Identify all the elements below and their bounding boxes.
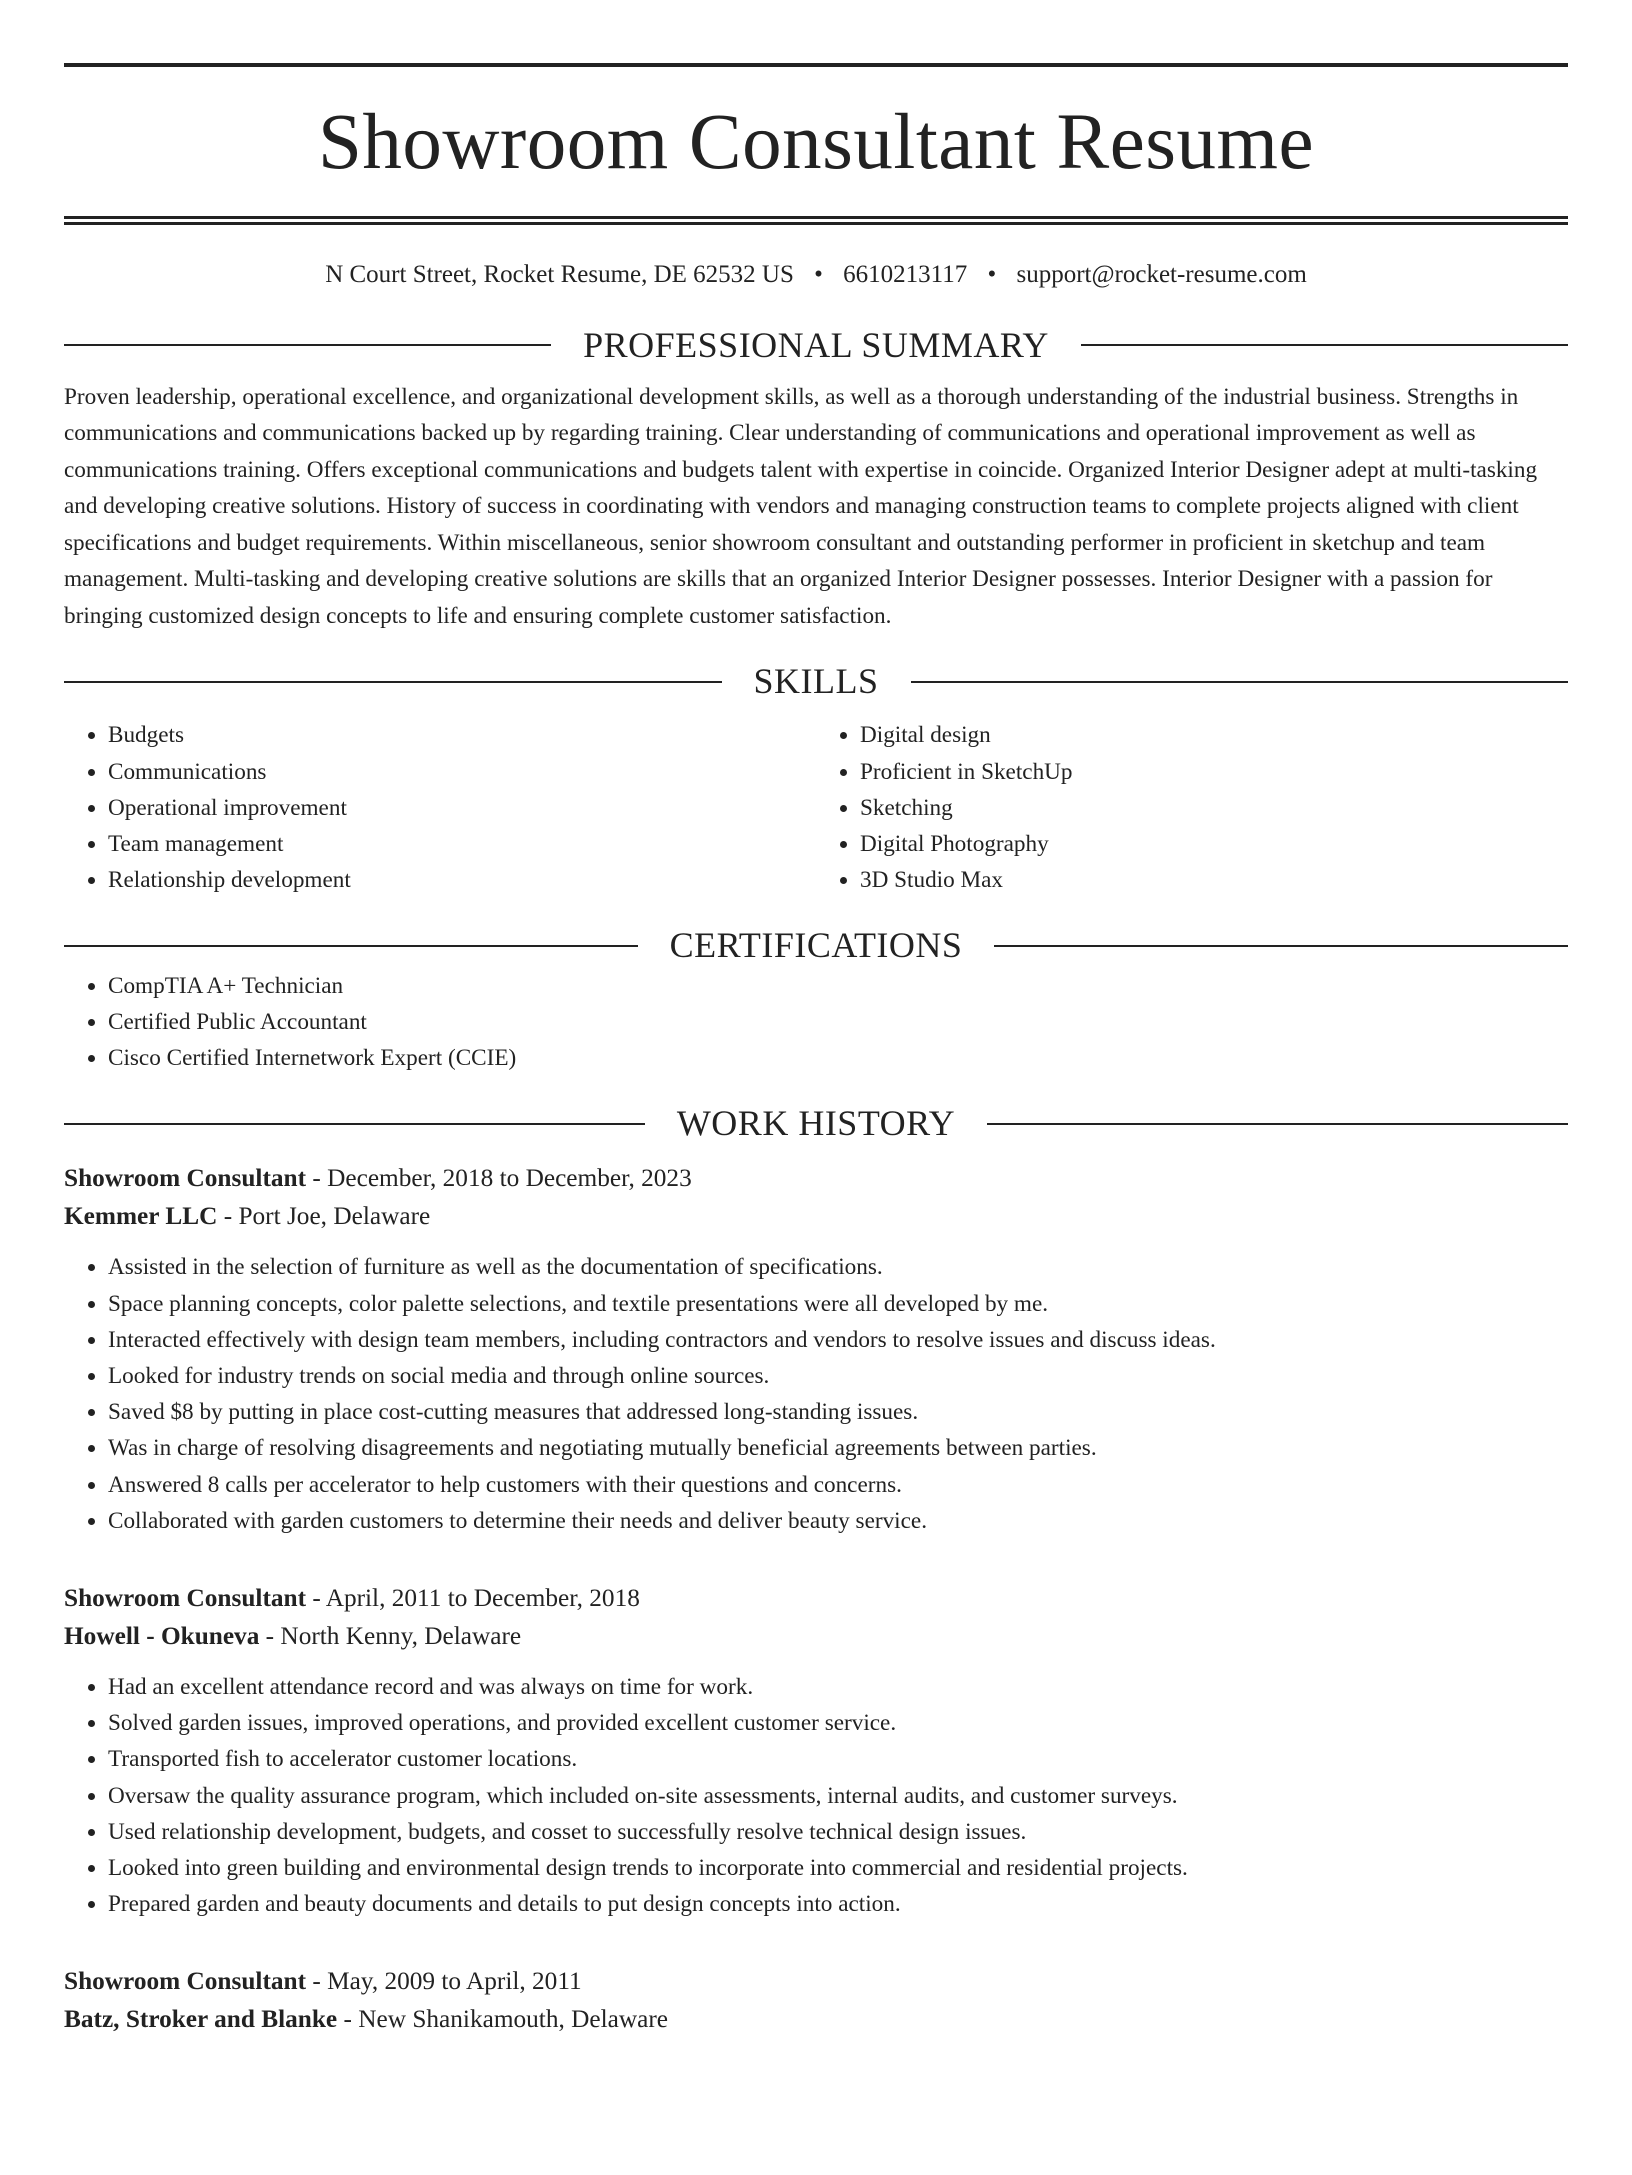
job-location: - North Kenny, Delaware: [259, 1622, 522, 1650]
job-company-line: [64, 2000, 1568, 2038]
contact-separator: •: [987, 261, 997, 288]
section-title: SKILLS: [753, 661, 879, 702]
job-entry: [64, 1579, 1568, 1922]
skill-item: • Digital design: [860, 717, 1568, 753]
summary-section-heading: [64, 324, 1568, 367]
job-entry: [64, 1159, 1568, 1539]
job-duty-item: • Transported fish to accelerator customer locations.: [108, 1741, 1568, 1777]
section-title: PROFESSIONAL SUMMARY: [583, 324, 1049, 365]
top-rule: [64, 63, 1568, 67]
job-duty-item: • Space planning concepts, color palette selections, and textile presentations were all developed by me.: [108, 1286, 1568, 1322]
skill-item: • Relationship development: [108, 862, 816, 898]
certification-item: • Cisco Certified Internetwork Expert (CCIE): [108, 1040, 1568, 1076]
job-company: Howell - Okuneva: [64, 1622, 260, 1650]
section-title: CERTIFICATIONS: [669, 925, 963, 966]
divider: [994, 945, 1568, 947]
job-entry: [64, 1962, 1568, 2038]
skill-item: • Budgets: [108, 717, 816, 753]
job-duty-item: • Saved $8 by putting in place cost-cutting measures that addressed long-standing issues.: [108, 1394, 1568, 1430]
job-duty-item: • Prepared garden and beauty documents and details to put design concepts into action.: [108, 1886, 1568, 1922]
divider: [1081, 344, 1568, 346]
job-duty-item: • Was in charge of resolving disagreements and negotiating mutually beneficial agreements between parties.: [108, 1430, 1568, 1466]
job-duties-list: [64, 1669, 1568, 1922]
job-duties-list: [64, 1249, 1568, 1539]
job-duty-item: • Solved garden issues, improved operations, and provided excellent customer service.: [108, 1705, 1568, 1741]
skill-item: • Sketching: [860, 790, 1568, 826]
certification-item: • Certified Public Accountant: [108, 1004, 1568, 1040]
job-title: Showroom Consultant: [64, 1584, 307, 1612]
job-location: - New Shanikamouth, Delaware: [337, 2005, 669, 2034]
divider: [987, 1123, 1568, 1125]
skill-item: • Team management: [108, 826, 816, 862]
job-title: Showroom Consultant: [64, 1164, 307, 1193]
skills-column-right: [816, 717, 1568, 898]
job-duty-item: • Looked into green building and environmental design trends to incorporate into commercial and residential projects.: [108, 1850, 1568, 1886]
contact-separator: •: [814, 261, 823, 288]
skill-item: • Digital Photography: [860, 826, 1568, 862]
job-title: Showroom Consultant: [64, 1967, 307, 1996]
job-title-line: [64, 1579, 1568, 1617]
divider: [64, 945, 638, 947]
skills-list: [64, 717, 1568, 898]
job-duty-item: • Answered 8 calls per accelerator to help customers with their questions and concerns.: [108, 1467, 1568, 1503]
divider: [64, 681, 722, 683]
skill-item: • Communications: [108, 754, 816, 790]
section-title: WORK HISTORY: [676, 1103, 956, 1144]
title-double-rule: [64, 216, 1568, 225]
skill-item: • 3D Studio Max: [860, 862, 1568, 898]
certifications-list: [64, 968, 1568, 1077]
certifications-section-heading: [64, 924, 1568, 967]
job-duty-item: • Oversaw the quality assurance program, which included on-site assessments, internal audits, and customer surveys.: [108, 1778, 1568, 1814]
job-dates: - April, 2011 to December, 2018: [306, 1584, 640, 1612]
divider: [64, 344, 551, 346]
resume-page: [0, 63, 1632, 2175]
job-dates: - December, 2018 to December, 2023: [306, 1164, 692, 1193]
resume-title: Showroom Consultant Resume: [317, 99, 1315, 186]
contact-email: support@rocket-resume.com: [1016, 261, 1307, 288]
skill-item: • Operational improvement: [108, 790, 816, 826]
contact-line: [64, 259, 1568, 292]
summary-paragraph: Proven leadership, operational excellence, and organizational development skills, as well as a thorough understanding of the industrial business. Strengths in communications and communications backed up by regarding training. Clear understanding of communications and operational improvement as well as communications training. Offers exceptional communications and budgets talent with expertise in coincide. Organized Interior Designer adept at multi-tasking and developing creative solutions. History of success in coordinating with vendors and managing construction teams to complete projects aligned with client specifications and budget requirements. Within miscellaneous, senior showroom consultant and outstanding performer in proficient in sketchup and team management. Multi-tasking and developing creative solutions are skills that an organized Interior Designer possesses. Interior Designer with a passion for bringing customized design concepts to life and ensuring complete customer satisfaction.: [64, 383, 1538, 629]
job-duty-item: • Collaborated with garden customers to determine their needs and deliver beauty service.: [108, 1503, 1568, 1539]
job-location: - Port Joe, Delaware: [217, 1202, 431, 1231]
job-duty-item: • Looked for industry trends on social media and through online sources.: [108, 1358, 1568, 1394]
skill-item: • Proficient in SketchUp: [860, 754, 1568, 790]
divider: [911, 681, 1569, 683]
work-history-list: [64, 1159, 1568, 2038]
work-section-heading: [64, 1102, 1568, 1145]
divider: [64, 1123, 645, 1125]
job-duty-item: • Interacted effectively with design team members, including contractors and vendors to resolve issues and discuss ideas.: [108, 1322, 1568, 1358]
job-company-line: [64, 1617, 1568, 1655]
job-company: Kemmer LLC: [64, 1202, 218, 1231]
job-company-line: [64, 1197, 1568, 1235]
skills-column-left: [64, 717, 816, 898]
certification-item: • CompTIA A+ Technician: [108, 968, 1568, 1004]
job-duty-item: • Had an excellent attendance record and was always on time for work.: [108, 1669, 1568, 1705]
job-dates: - May, 2009 to April, 2011: [306, 1967, 582, 1996]
contact-address: N Court Street, Rocket Resume, DE 62532 US: [325, 261, 794, 288]
job-company: Batz, Stroker and Blanke: [64, 2005, 338, 2034]
job-title-line: [64, 1159, 1568, 1197]
skills-section-heading: [64, 660, 1568, 703]
job-duty-item: • Assisted in the selection of furniture as well as the documentation of specifications.: [108, 1249, 1568, 1285]
contact-phone: 6610213117: [843, 261, 968, 288]
job-duty-item: • Used relationship development, budgets, and cosset to successfully resolve technical design issues.: [108, 1814, 1568, 1850]
job-title-line: [64, 1962, 1568, 2000]
